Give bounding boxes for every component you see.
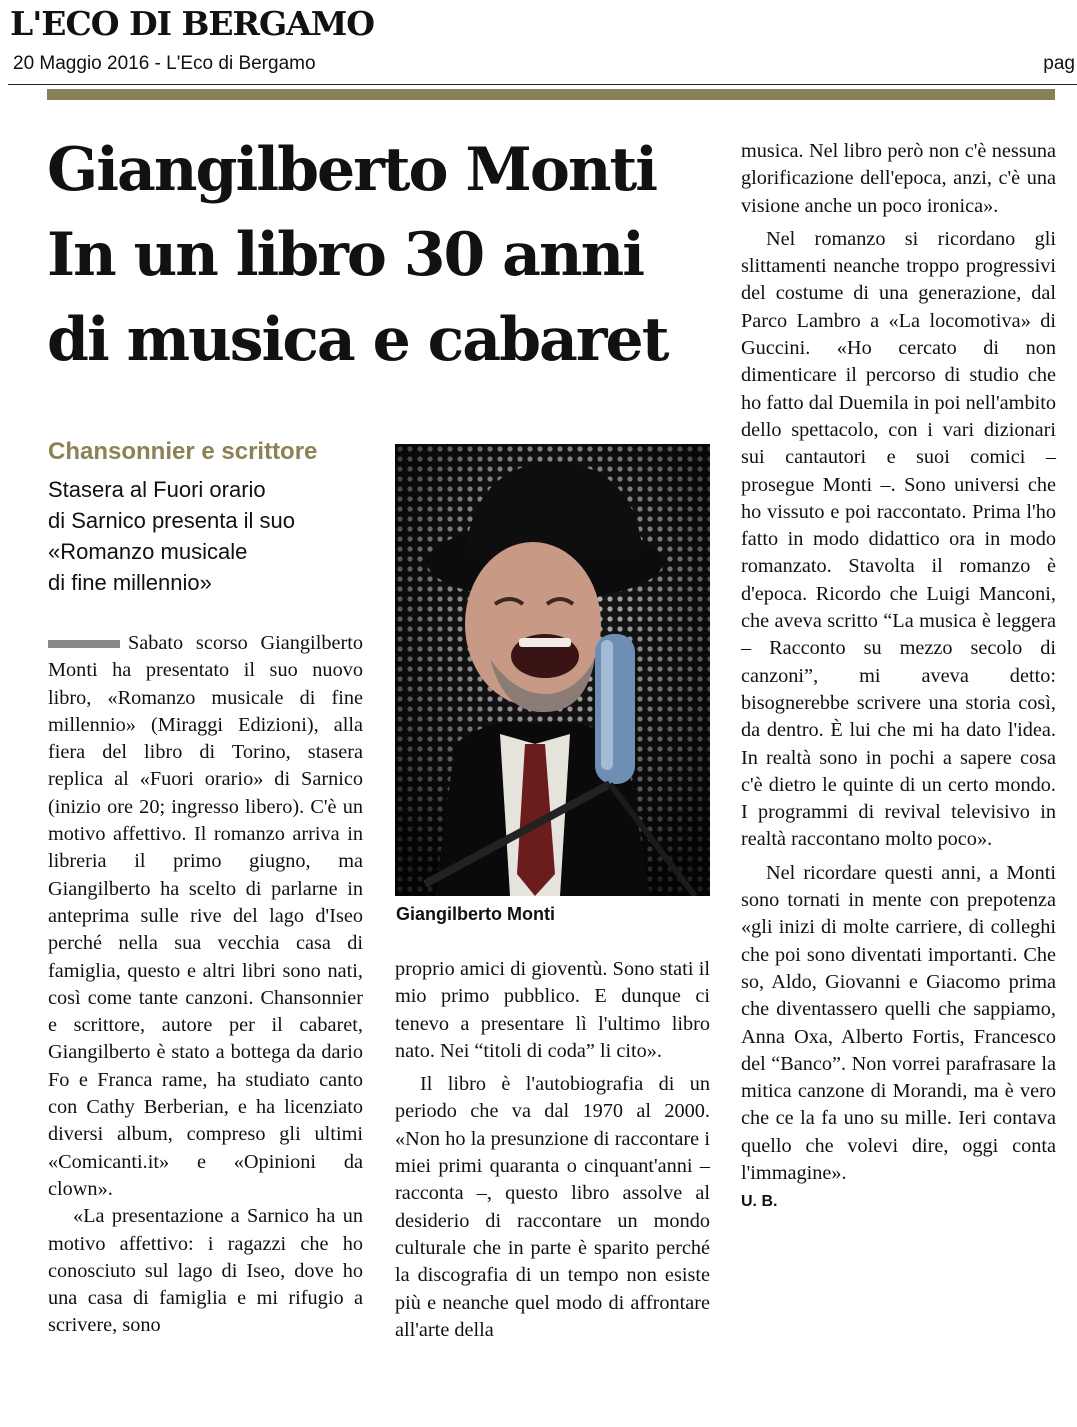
body-text: Sabato scorso Giangilberto Monti ha presentato il suo nuovo libro, «Romanzo musicale di fine millennio» (Miraggi Edizioni), alla fiera del libro di Torino, stasera replica al «Fuori orario» di Sarnico (inizio ore 20; ingresso libero). C'è un motivo affettivo. Il romanzo arriva in libreria il primo giugno, ma Giangilberto ha scelto di parlarne in anteprima sulle rive del lago d'Iseo perché nella sua vecchia casa di famiglia, questo e altri libri sono nati, così come tante canzoni. Chansonnier e scrittore, autore per il cabaret, Giangilberto è stato a bottega da dario Fo e Franca rame, ha studiato canto con Cathy Berberian, e ha licenziato diversi album, compreso gli ultimi «Comicanti.it» e «Opinioni da clown».: [48, 632, 363, 1200]
body-column-1: [48, 630, 363, 1340]
portrait-photo: [395, 444, 710, 896]
summary-line: di Sarnico presenta il suo: [48, 508, 296, 533]
author-initials: U. B.: [741, 1193, 778, 1211]
body-paragraph: «La presentazione a Sarnico ha un motivo affettivo: i ragazzi che ho conosciuto sul lago di Iseo, dove ho una casa di famiglia e mi rifugio a scrivere, sono: [48, 1205, 363, 1337]
newspaper-masthead: L'ECO DI BERGAMO: [10, 4, 375, 43]
body-paragraph: Nel ricordare questi anni, a Monti sono tornati in mente con prepotenza «gli inizi di molte carriere, di colleghi che poi sono diventati importanti. Che so, Aldo, Giovanni e Giacomo prima che diventassero quelli che sappiamo, Anna Oxa, Alberto Fortis, Francesco del “Banco”. Non vorrei parafrasare la mitica canzone di Morandi, ma è vero che ce la fa uno su mille. Ieri contava quello che volevi dire, oggi conta l'immagine».: [741, 861, 1056, 1184]
byline: [741, 1187, 1056, 1215]
header-divider: [8, 84, 1077, 85]
summary: [48, 474, 378, 598]
body-column-2: [395, 956, 710, 1344]
body-paragraph: Il libro è l'autobiografia di un periodo che va dal 1970 al 2000. «Non ho la presunzione di raccontare i miei primi quaranta o cinquant'anni – racconta –, questo libro assolve al desiderio di raccontare un mondo culturale che in parte è sparito perché la discografia di un tempo non esiste più e neanche quel modo di affrontare all'arte della: [395, 1073, 710, 1341]
body-column-3: [741, 138, 1056, 1216]
lead-marker: [48, 640, 120, 648]
dateline: 20 Maggio 2016 - L'Eco di Bergamo: [13, 53, 316, 74]
body-paragraph: musica. Nel libro però non c'è nessuna glorificazione dell'epoca, anzi, c'è una visione anche un poco ironica».: [741, 140, 1056, 217]
headline: [47, 128, 727, 383]
body-paragraph: Nel romanzo si ricordano gli slittamenti neanche troppo progressivi del costume di una generazione, dal Parco Lambro a «La locomotiva» di Guccini. «Ho cercato di non dimenticare il percorso di studio che ho fatto dal Duemila in poi nell'ambito dello spettacolo, con i vari dizionari sui cantautori e suoi comici – prosegue Monti –. Sono universi che ho vissuto e poi raccontato. Prima l'ho fatto in modo didattico ora in modo romanzato. Stavolta il romanzo è d'epoca. Ricordo che Luigi Manconi, che aveva scritto “La musica è leggera – Racconto su mezzo secolo di canzoni”, mi aveva detto: bisognerebbe scrivere una storia così, da dentro. È lui che mi ha dato l'idea. In realtà sono in pochi a sapere cosa c'è dietro le quinte di un certo mondo. I programmi di revival televisivo in realtà raccontano molto poco».: [741, 227, 1056, 851]
summary-line: Stasera al Fuori orario: [48, 477, 266, 502]
kicker: Chansonnier e scrittore: [48, 438, 318, 465]
photo-caption: Giangilberto Monti: [396, 904, 555, 924]
summary-line: «Romanzo musicale: [48, 539, 248, 564]
summary-line: di fine millennio»: [48, 570, 212, 595]
body-paragraph: proprio amici di gioventù. Sono stati il mio primo pubblico. E dunque ci tenevo a presentare lì l'ultimo libro nato. Nei “titoli di coda” li cito».: [395, 958, 710, 1062]
section-rule: [47, 89, 1055, 100]
page-label: pag: [1043, 53, 1075, 74]
portrait-image: [395, 444, 710, 896]
body-paragraph: [48, 630, 363, 1203]
headline-line: Giangilberto Monti: [47, 135, 656, 205]
headline-line: di musica e cabaret: [47, 305, 668, 375]
headline-line: In un libro 30 anni: [47, 220, 644, 290]
